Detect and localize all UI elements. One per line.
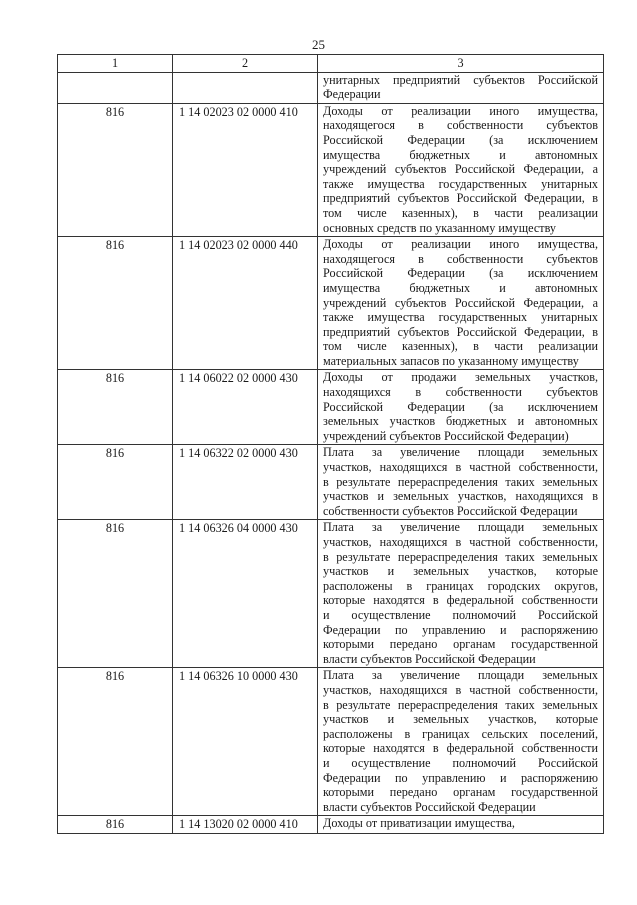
page-number: 25 (312, 37, 325, 52)
column-header-3: 3 (318, 55, 604, 73)
description-line: которыми передано органам государственной (323, 637, 598, 652)
description-line: в результате перераспределения таких земельных (323, 474, 598, 489)
kbk-code-cell (173, 72, 318, 103)
description-line: власти субъектов Российской Федерации (323, 799, 536, 814)
description-cell (318, 103, 604, 236)
description-line: Российской Федерации (за исключением (323, 399, 598, 414)
kbk-code-cell: 1 14 06322 02 0000 430 (173, 445, 318, 520)
description-line: Российской Федерации (за исключением (323, 266, 598, 281)
description-line: власти субъектов Российской Федерации (323, 651, 536, 666)
table-row (58, 370, 604, 445)
description-line: которые находятся в федеральной собственности (323, 593, 598, 608)
description-line: предприятий субъектов Российской Федерации, в (323, 191, 598, 206)
description-line: том числе казенных), в части реализации (323, 205, 598, 220)
description-line: в результате перераспределения таких земельных (323, 697, 598, 712)
description-line: имущества бюджетных и автономных (323, 147, 598, 162)
description-line: учреждений субъектов Российской Федерации) (323, 428, 569, 443)
admin-code-cell: 816 (58, 520, 173, 668)
description-line: Плата за увеличение площади земельных (323, 445, 598, 460)
description-line: участков и земельных участков, которые (323, 712, 598, 727)
table-header-row (58, 55, 604, 73)
admin-code-cell: 816 (58, 816, 173, 834)
description-line: участков и земельных участков, которые (323, 564, 598, 579)
kbk-code-cell: 1 14 13020 02 0000 410 (173, 816, 318, 834)
description-line: участков и земельных участков, находящихся в (323, 489, 598, 504)
description-line: том числе казенных), в части реализации (323, 339, 598, 354)
kbk-code-cell: 1 14 02023 02 0000 440 (173, 237, 318, 370)
admin-code-cell: 816 (58, 445, 173, 520)
table-row (58, 72, 604, 103)
description-line: и осуществление полномочий Российской (323, 607, 598, 622)
description-line: которые находятся в федеральной собственности (323, 741, 598, 756)
description-line: также имущества государственных унитарных (323, 310, 598, 325)
description-line: собственности субъектов Российской Федерации (323, 503, 578, 518)
description-line: находящегося в собственности субъектов (323, 118, 598, 133)
table-body (58, 72, 604, 833)
admin-code-cell: 816 (58, 237, 173, 370)
table-row (58, 445, 604, 520)
description-cell (318, 520, 604, 668)
description-line: Доходы от реализации иного имущества, (323, 237, 598, 252)
description-line: Доходы от приватизации имущества, (323, 816, 515, 831)
column-header-1: 1 (58, 55, 173, 73)
description-line: также имущества государственных унитарных (323, 176, 598, 191)
description-line: Российской Федерации (за исключением (323, 132, 598, 147)
description-line: участков, находящихся в частной собственности, (323, 535, 598, 549)
table-row (58, 816, 604, 834)
description-line: в результате перераспределения таких земельных (323, 549, 598, 564)
description-cell (318, 816, 604, 834)
table-row (58, 103, 604, 236)
description-line: Плата за увеличение площади земельных (323, 668, 598, 683)
description-line: находящихся в собственности субъектов (323, 385, 598, 400)
admin-code-cell: 816 (58, 370, 173, 445)
admin-code-cell: 816 (58, 103, 173, 236)
revenue-codes-table (57, 54, 604, 834)
description-line: Федерации по управлению и распоряжению (323, 622, 598, 637)
description-line: которыми передано органам государственной (323, 785, 598, 800)
description-line: учреждений субъектов Российской Федерации, а (323, 295, 598, 310)
table-row (58, 520, 604, 668)
description-cell (318, 72, 604, 103)
column-header-2: 2 (173, 55, 318, 73)
description-line: расположены в границах сельских поселений, (323, 726, 598, 741)
description-line: Плата за увеличение площади земельных (323, 520, 598, 535)
kbk-code-cell: 1 14 06326 10 0000 430 (173, 668, 318, 816)
description-line: Федерации по управлению и распоряжению (323, 770, 598, 785)
description-line: и осуществление полномочий Российской (323, 755, 598, 770)
table-row (58, 237, 604, 370)
description-line: Доходы от реализации иного имущества, (323, 103, 598, 118)
kbk-code-cell: 1 14 02023 02 0000 410 (173, 103, 318, 236)
description-line: Доходы от продажи земельных участков, (323, 370, 598, 385)
admin-code-cell: 816 (58, 668, 173, 816)
description-line: основных средств по указанному имуществу (323, 220, 556, 235)
kbk-code-cell: 1 14 06022 02 0000 430 (173, 370, 318, 445)
table-row (58, 668, 604, 816)
description-line: учреждений субъектов Российской Федерации, а (323, 162, 598, 177)
description-line: земельных участков бюджетных и автономных (323, 414, 598, 429)
admin-code-cell (58, 72, 173, 103)
description-cell (318, 370, 604, 445)
kbk-code-cell: 1 14 06326 04 0000 430 (173, 520, 318, 668)
description-line: участков, находящихся в частной собственности, (323, 682, 598, 697)
description-line: участков, находящихся в частной собственности, (323, 460, 598, 475)
description-cell (318, 445, 604, 520)
description-line: унитарных предприятий субъектов Российской (323, 72, 598, 87)
description-line: Федерации (323, 87, 381, 102)
description-line: расположены в границах городских округов, (323, 578, 598, 593)
description-cell (318, 668, 604, 816)
description-line: находящегося в собственности субъектов (323, 251, 598, 266)
description-line: материальных запасов по указанному имуществу (323, 353, 579, 368)
description-cell (318, 237, 604, 370)
description-line: имущества бюджетных и автономных (323, 280, 598, 295)
description-line: предприятий субъектов Российской Федерации, в (323, 324, 598, 339)
